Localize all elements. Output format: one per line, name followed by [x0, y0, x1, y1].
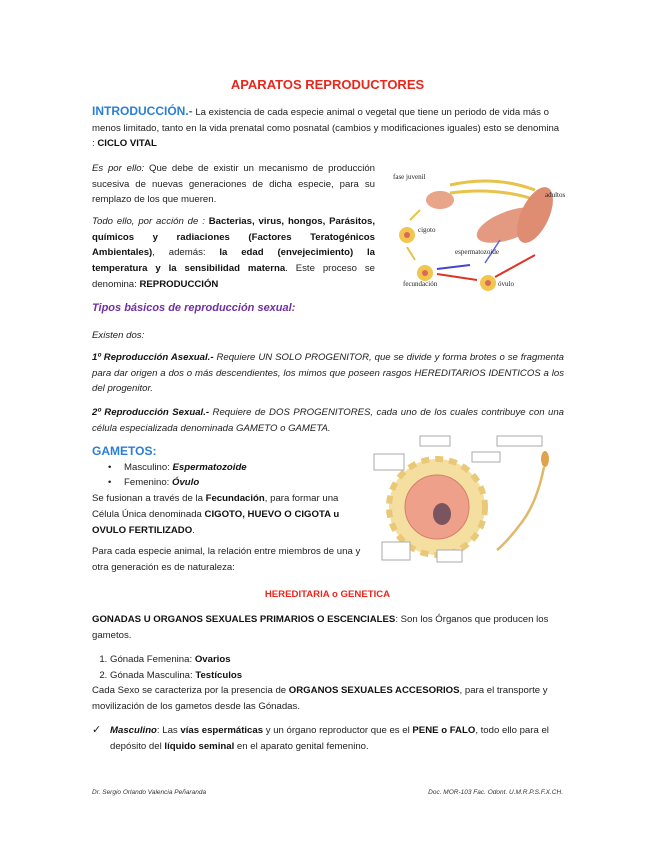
intro-heading: INTRODUCCIÓN.- [92, 104, 193, 118]
asexual-paragraph [92, 350, 564, 397]
gametes-figure [372, 432, 577, 567]
reproduccion: REPRODUCCIÓN [139, 278, 219, 290]
list-item: • Femenino: Óvulo [124, 475, 364, 491]
list-item: 1. Gónada Femenina: Ovarios [110, 652, 564, 668]
gonadas-list-block [92, 652, 564, 715]
list-item: 2. Gónada Masculina: Testículos [110, 668, 564, 684]
relacion-paragraph: Para cada especie animal, la relación entre miembros de una y otra generación es de naturaleza: [92, 546, 361, 573]
sexual-lead: 2º Reproducción Sexual.- [92, 407, 210, 418]
life-cycle-figure [385, 165, 575, 297]
gametos-heading: GAMETOS: [92, 444, 157, 458]
label-fecundacion: fecundación [403, 280, 438, 288]
label-cigoto: cigoto [418, 226, 436, 234]
footer-author: Dr. Sergio Orlando Valencia Peñaranda [92, 789, 207, 796]
intro-paragraph [92, 104, 564, 152]
por-ello-lead: Es por ello: [92, 163, 145, 174]
gonadas-paragraph: GONADAS U ORGANOS SEXUALES PRIMARIOS O ESCENCIALES: Son los Órganos que producen los gametos. [92, 614, 549, 641]
asexual-text: Requiere UN SOLO PROGENITOR, que se divide y forma brotes o se fragmenta para dar origen a dos o más descendientes, los mimos que poseen rasgos HEREDITARIOS IDENTICOS a los del progenitor. [92, 352, 564, 395]
tipos-heading: Tipos básicos de reproducción sexual: [92, 302, 296, 314]
existen-text: Existen dos: [92, 330, 145, 341]
factors: Bacterias, virus, hongos, Parásitos, químicos y radiaciones (Factores Teratogénicos Ambientales) [92, 216, 375, 259]
todo-mid: , además: [152, 247, 220, 259]
list-item: • Masculino: Espermatozoide [124, 460, 364, 476]
page-title: APARATOS REPRODUCTORES [230, 77, 425, 92]
por-ello-paragraph [92, 161, 375, 208]
todo-end: . Este proceso se denomina: [92, 263, 375, 290]
todo-lead: Todo ello, por acción de : [92, 216, 205, 227]
masculino-paragraph: ✓ Masculino: Las vías espermáticas y un órgano reproductor que es el PENE o FALO, todo ello para el depósito del líquido seminal en el aparato genital femenino. [92, 724, 549, 752]
sexual-text: Requiere de DOS PROGENITORES, cada uno de los cuales contribuye con una célula especializada denominada GAMETO o GAMETA. [92, 407, 564, 434]
hereditaria-heading: HEREDITARIA o GENETICA [264, 589, 391, 600]
checkmark-icon: ✓ [92, 724, 102, 736]
factors2: la edad (envejecimiento) la temperatura y la sensibilidad materna [92, 247, 375, 275]
por-ello-text: Que debe de existir un mecanismo de producción sucesiva de nuevas generaciones de dicha especie, para su remplazo de los que mueren. [92, 163, 375, 206]
ovum-sperm-illustration [372, 432, 577, 567]
footer-doc-code: Doc. MOR-103 Fac. Odont. U.M.R.P.S.F.X.CH. [428, 789, 563, 796]
label-fase-juvenil: fase juvenil [393, 173, 426, 181]
label-espermatozoide: espermatozoide [455, 248, 499, 256]
gametos-section [92, 444, 364, 576]
label-ovulo: óvulo [498, 280, 514, 288]
gonadas-list [92, 652, 564, 683]
accesorios-paragraph: Cada Sexo se caracteriza por la presencia de ORGANOS SEXUALES ACCESORIOS, para el transporte y movilización de los gametos desde las Gónadas. [92, 685, 548, 713]
fusion-paragraph: Se fusionan a través de la Fecundación, para formar una Célula Única denominada CIGOTO, HUEVO O CIGOTA u OVULO FERTILIZADO. [92, 493, 340, 536]
ciclo-vital: CICLO VITAL [97, 138, 157, 150]
label-adultos: adultos [545, 191, 566, 199]
intro-text: La existencia de cada especie animal o vegetal que tiene un periodo de vida más o menos limitado, tanto en la vida prenatal como posnatal (cambios y modificaciones iguales) esto se denomina : [92, 107, 560, 150]
asexual-lead: 1º Reproducción Asexual.- [92, 352, 214, 363]
gametos-list [92, 460, 364, 491]
todo-paragraph [92, 214, 375, 293]
